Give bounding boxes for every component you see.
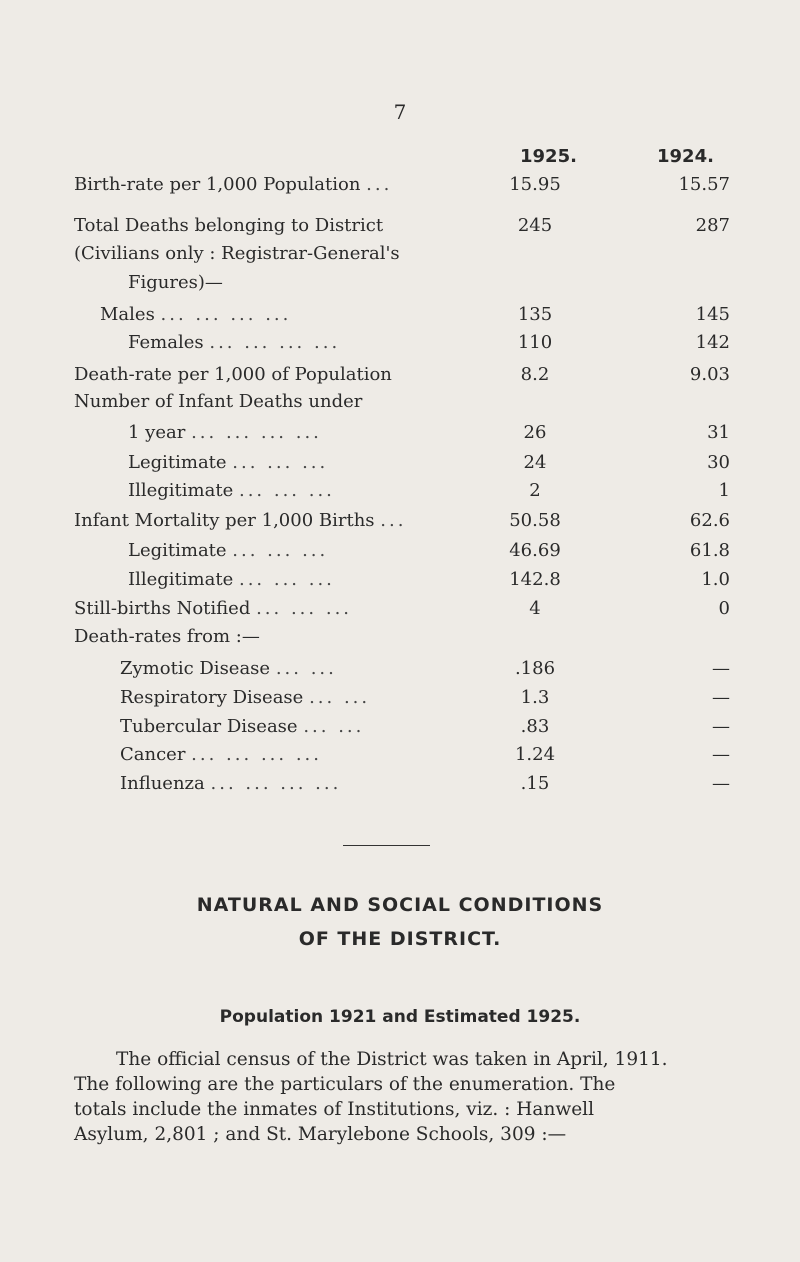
row-label: 1 year ... ... ... ... [128, 422, 322, 443]
value-1925: 1.24 [514, 744, 556, 765]
value-1924: — [712, 773, 730, 794]
row-label: Number of Infant Deaths under [74, 391, 363, 412]
table-row [0, 508, 800, 534]
paragraph-line: The official census of the District was taken in April, 1911. [116, 1049, 668, 1070]
table-row [0, 478, 800, 504]
column-header-1924: 1924. [657, 146, 714, 167]
value-1924: 62.6 [689, 510, 730, 531]
value-1925: 142.8 [509, 569, 561, 590]
value-1925: .83 [520, 716, 550, 737]
table-row [0, 389, 800, 415]
value-1925: 110 [517, 332, 553, 353]
table-row [0, 771, 800, 797]
section-divider [343, 845, 430, 846]
row-label: Respiratory Disease ... ... [120, 687, 371, 708]
value-1924: — [712, 716, 730, 737]
value-1924: 15.57 [678, 174, 730, 195]
row-label: Death-rate per 1,000 of Population [74, 364, 392, 385]
value-1924: 31 [707, 422, 730, 443]
row-label: Illegitimate ... ... ... [128, 480, 335, 501]
table-row [0, 172, 800, 198]
table-row [0, 450, 800, 476]
row-label: Birth-rate per 1,000 Population ... [74, 174, 393, 195]
column-header-1925: 1925. [520, 146, 577, 167]
value-1924: 0 [718, 598, 730, 619]
value-1924: 1 [718, 480, 730, 501]
value-1925: 24 [523, 452, 547, 473]
row-label: Illegitimate ... ... ... [128, 569, 335, 590]
paragraph-line: The following are the particulars of the enumeration. The [74, 1074, 616, 1095]
value-1924: 61.8 [689, 540, 730, 561]
row-label: Cancer ... ... ... ... [120, 744, 322, 765]
value-1924: 30 [707, 452, 730, 473]
table-row [0, 742, 800, 768]
table-row [0, 213, 800, 239]
value-1925: 4 [529, 598, 541, 619]
table-row [0, 302, 800, 328]
value-1924: 1.0 [701, 569, 730, 590]
paragraph-line: Asylum, 2,801 ; and St. Marylebone Schools, 309 :— [74, 1124, 567, 1145]
table-row [0, 420, 800, 446]
value-1925: 2 [529, 480, 541, 501]
table-row [0, 270, 800, 296]
table-row [0, 362, 800, 388]
census-paragraph [74, 1047, 714, 1147]
value-1925: 1.3 [520, 687, 550, 708]
value-1925: .15 [520, 773, 550, 794]
table-row [0, 624, 800, 650]
table-row [0, 567, 800, 593]
section-title-line-1: NATURAL AND SOCIAL CONDITIONS [196, 894, 604, 916]
paragraph-line: totals include the inmates of Institutions, viz. : Hanwell [74, 1099, 594, 1120]
table-row [0, 241, 800, 267]
table-row [0, 656, 800, 682]
value-1925: 8.2 [520, 364, 550, 385]
table-row [0, 596, 800, 622]
value-1925: 135 [517, 304, 553, 325]
row-label: Total Deaths belonging to District [74, 215, 384, 236]
value-1925: 50.58 [509, 510, 561, 531]
row-label: Legitimate ... ... ... [128, 452, 329, 473]
row-label: Females ... ... ... ... [128, 332, 341, 353]
table-row [0, 330, 800, 356]
table-row [0, 714, 800, 740]
row-label: Males ... ... ... ... [100, 304, 292, 325]
row-label: Zymotic Disease ... ... [120, 658, 337, 679]
table-row [0, 685, 800, 711]
row-label: Death-rates from :— [74, 626, 260, 647]
value-1925: 26 [523, 422, 547, 443]
table-row [0, 538, 800, 564]
value-1924: 9.03 [689, 364, 730, 385]
value-1925: 46.69 [509, 540, 561, 561]
row-label: Figures)— [128, 272, 223, 293]
section-title-line-2: OF THE DISTRICT. [298, 928, 502, 950]
value-1924: — [712, 744, 730, 765]
value-1924: 287 [695, 215, 730, 236]
row-label: Infant Mortality per 1,000 Births ... [74, 510, 407, 531]
row-label: Tubercular Disease ... ... [120, 716, 365, 737]
row-label: (Civilians only : Registrar-General's [74, 243, 400, 264]
value-1924: — [712, 658, 730, 679]
page-number: 7 [393, 100, 407, 124]
section-subtitle: Population 1921 and Estimated 1925. [219, 1007, 581, 1027]
row-label: Influenza ... ... ... ... [120, 773, 342, 794]
value-1925: 15.95 [509, 174, 561, 195]
row-label: Legitimate ... ... ... [128, 540, 329, 561]
row-label: Still-births Notified ... ... ... [74, 598, 353, 619]
value-1925: .186 [514, 658, 556, 679]
value-1924: — [712, 687, 730, 708]
value-1924: 145 [695, 304, 730, 325]
value-1924: 142 [695, 332, 730, 353]
value-1925: 245 [517, 215, 553, 236]
